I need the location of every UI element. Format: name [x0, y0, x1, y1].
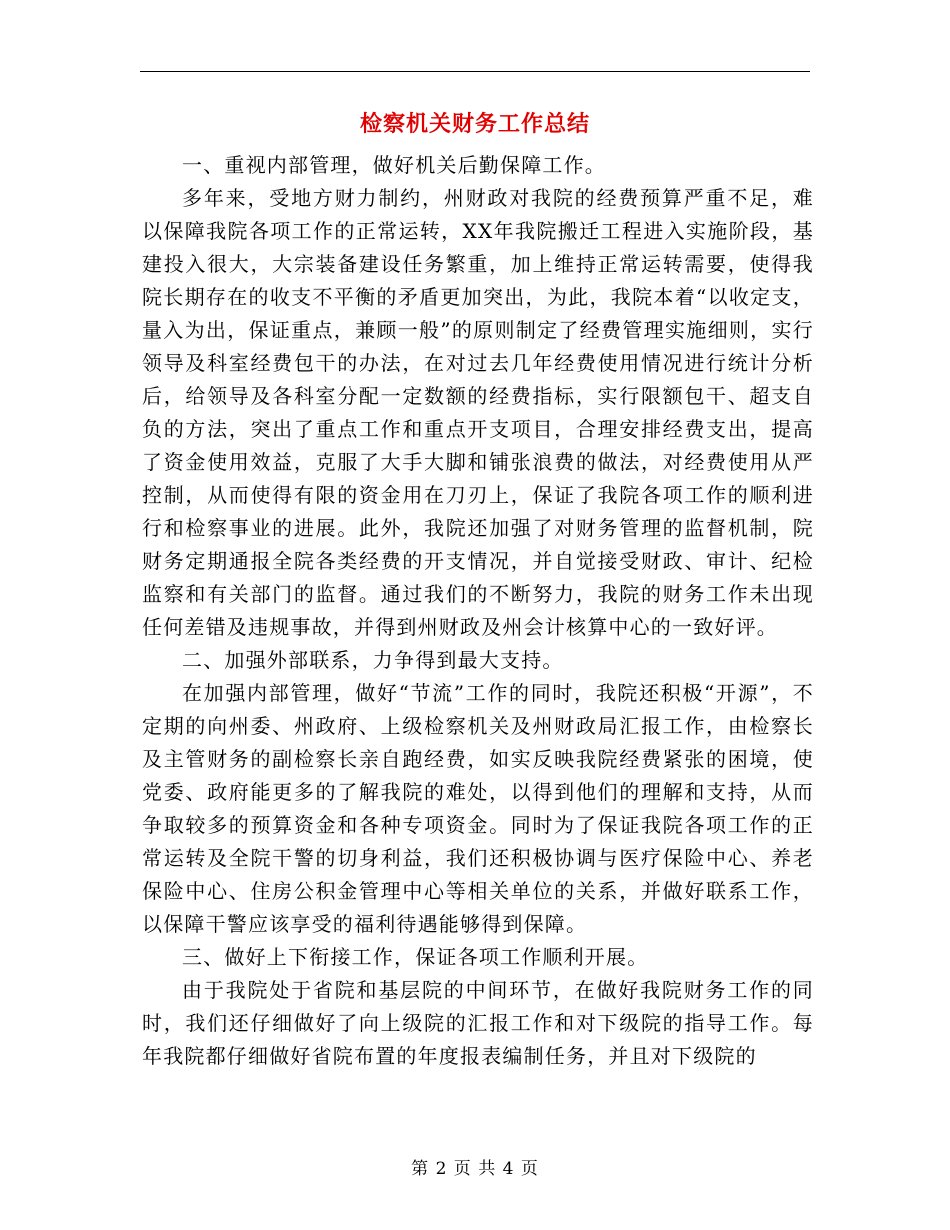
body-paragraph-1: 多年来，受地方财力制约，州财政对我院的经费预算严重不足，难以保障我院各项工作的正常运转，XX年我院搬迁工程进入实施阶段，基建投入很大，大宗装备建设任务繁重，加上维持正常运转需要，使得我院长期存在的收支不平衡的矛盾更加突出，为此，我院本着“以收定支，量入为出，保证重点，兼顾一般”的原则制定了经费管理实施细则，实行领导及科室经费包干的办法，在对过去几年经费使用情况进行统计分析后，给领导及各科室分配一定数额的经费指标，实行限额包干、超支自负的方法，突出了重点工作和重点开支项目，合理安排经费支出，提高了资金使用效益，克服了大手大脚和铺张浪费的做法，对经费使用从严控制，从而使得有限的资金用在刀刃上，保证了我院各项工作的顺利进行和检察事业的进展。此外，我院还加强了对财务管理的监督机制，院财务定期通报全院各类经费的开支情况，并自觉接受财政、审计、纪检监察和有关部门的监督。通过我们的不断努力，我院的财务工作未出现任何差错及违规事故，并得到州财政及州会计核算中心的一致好评。: [142, 186, 814, 639]
body-paragraph-2: 在加强内部管理，做好“节流”工作的同时，我院还积极“开源”，不定期的向州委、州政府、上级检察机关及州财政局汇报工作，由检察长及主管财务的副检察长亲自跑经费，如实反映我院经费紧张的困境，使党委、政府能更多的了解我院的难处，以得到他们的理解和支持，从而争取较多的预算资金和各种专项资金。同时为了保证我院各项工作的正常运转及全院干警的切身利益，我们还积极协调与医疗保险中心、养老保险中心、住房公积金管理中心等相关单位的关系，并做好联系工作，以保障干警应该享受的福利待遇能够得到保障。: [142, 681, 814, 936]
header-rule: [140, 71, 810, 72]
section-heading-1: 一、重视内部管理，做好机关后勤保障工作。: [182, 153, 606, 177]
body-paragraph-3: 由于我院处于省院和基层院的中间环节，在做好我院财务工作的同时，我们还仔细做好了向上级院的汇报工作和对下级院的指导工作。每年我院都仔细做好省院布置的年度报表编制任务，并且对下级院的: [142, 978, 814, 1068]
document-body: [142, 149, 814, 1073]
page-footer: 第 2 页 共 4 页: [411, 1159, 539, 1179]
section-heading-3: 三、做好上下衔接工作，保证各项工作顺利开展。: [182, 945, 649, 969]
section-heading-2: 二、加强外部联系，力争得到最大支持。: [182, 648, 564, 672]
document-title: 检察机关财务工作总结: [359, 111, 590, 137]
